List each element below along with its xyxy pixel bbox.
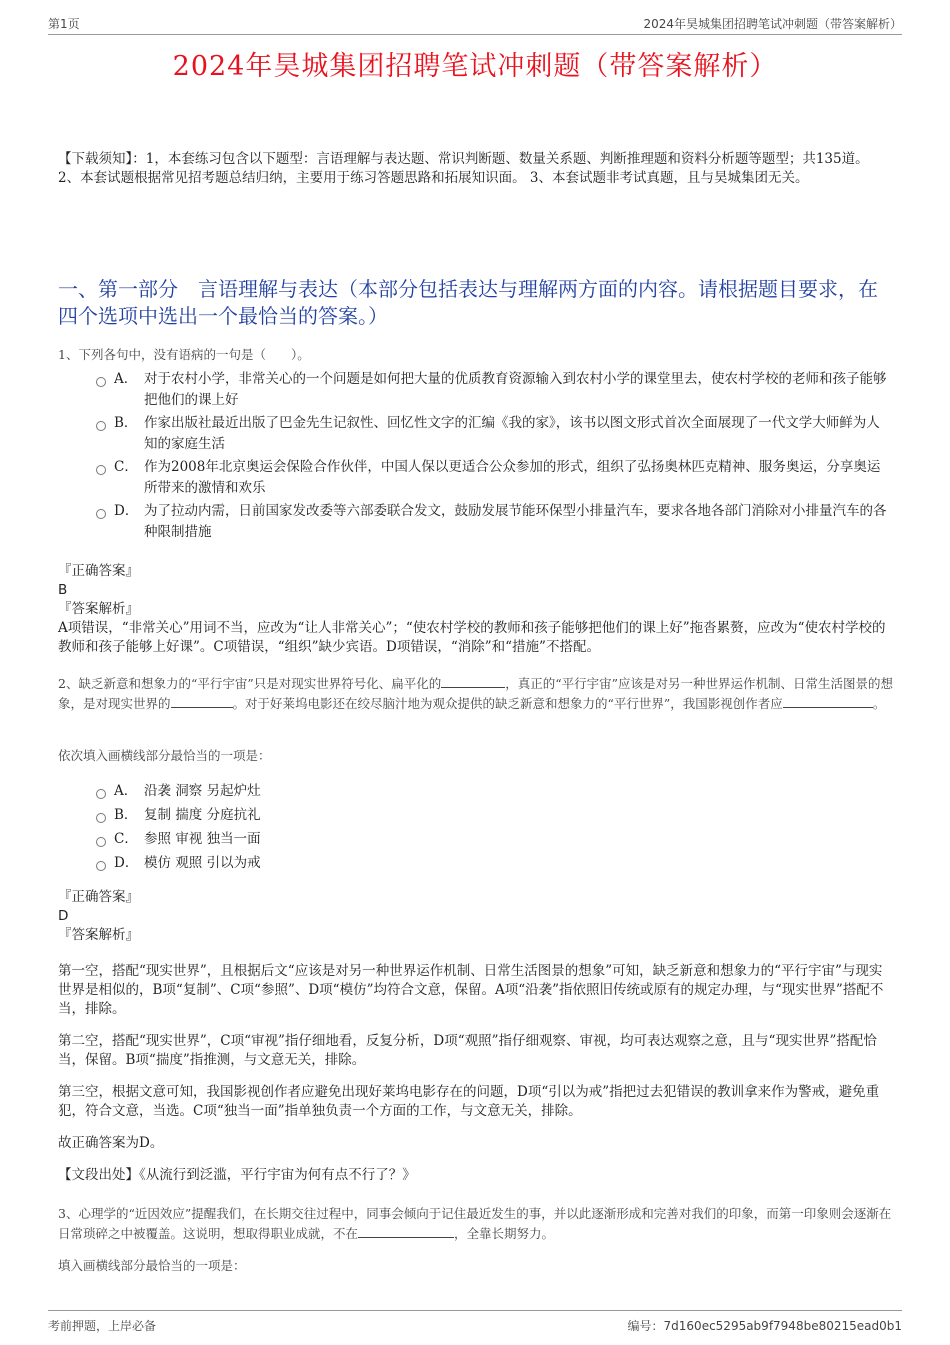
section-title: 一、第一部分 言语理解与表达（本部分包括表达与理解两方面的内容。请根据题目要求，在四个选项中选出一个最恰当的答案。） bbox=[58, 277, 878, 328]
radio-icon[interactable] bbox=[96, 813, 106, 823]
option-letter: B． bbox=[114, 807, 138, 823]
option-letter: C． bbox=[114, 831, 138, 847]
q2-answer-block bbox=[58, 888, 894, 945]
document-title: 2024年昊城集团招聘笔试冲刺题（带答案解析） bbox=[172, 51, 778, 82]
option-text: 为了拉动内需，日前国家发改委等六部委联合发文，鼓励发展节能环保型小排量汽车，要求各地各部门消除对小排量汽车的各种限制措施 bbox=[144, 503, 887, 540]
blank-line bbox=[171, 695, 233, 708]
q2-analysis bbox=[58, 962, 894, 1198]
blank-line bbox=[441, 675, 505, 688]
download-notice: 【下载须知】：1，本套练习包含以下题型：言语理解与表达题、常识判断题、数量关系题、判断推理题和资料分析题等题型；共135道。 2、本套试题根据常见招考题总结归纳，主要用于练习答题思路和拓展知识面。 3、本套试题非考试真题，且与昊城集团无关。 bbox=[58, 151, 869, 186]
option-text: 模仿 观照 引以为戒 bbox=[144, 855, 261, 871]
q3-prompt: 填入画横线部分最恰当的一项是： bbox=[58, 1258, 246, 1273]
option-text: 作家出版社最近出版了巴金先生记叙性、回忆性文字的汇编《我的家》，该书以图文形式首次全面展现了一代文学大师鲜为人知的家庭生活 bbox=[144, 415, 880, 452]
answer-label: 『正确答案』 bbox=[58, 563, 139, 579]
radio-icon[interactable] bbox=[96, 421, 106, 431]
q1-option-d[interactable] bbox=[96, 501, 890, 543]
q3-stem-text: 3、心理学的“近因效应”提醒我们，在长期交往过程中，同事会倾向于记住最近发生的事，并以此逐渐形成和完善对我们的印象，而第一印象则会逐渐在日常琐碎之中被覆盖。这说明，想取得职业成就，不在 bbox=[58, 1206, 892, 1241]
q2-option-b[interactable] bbox=[96, 805, 890, 826]
radio-icon[interactable] bbox=[96, 377, 106, 387]
page-header bbox=[48, 14, 902, 35]
q2-stem bbox=[58, 674, 894, 714]
analysis-paragraph: 第二空，搭配“现实世界”，C项“审视”指仔细地看，反复分析，D项“观照”指仔细观察、审视，均可表达观察之意，且与“现实世界”搭配恰当，保留。B项“揣度”指推测，与文意无关，排除。 bbox=[58, 1033, 877, 1068]
answer-label: 『正确答案』 bbox=[58, 889, 139, 905]
q2-stem-text: 。对于好莱坞电影还在绞尽脑汁地为观众提供的缺乏新意和想象力的“平行世界”，我国影视创作者应 bbox=[232, 696, 783, 711]
q1-stem: 1、下列各句中，没有语病的一句是（ ）。 bbox=[58, 347, 310, 362]
page-number: 第1页 bbox=[48, 17, 80, 31]
option-text: 作为2008年北京奥运会保险合作伙伴，中国人保以更适合公众参加的形式，组织了弘扬奥林匹克精神、服务奥运，分享奥运所带来的激情和欢乐 bbox=[144, 459, 881, 496]
q1-options bbox=[96, 369, 890, 543]
q1-answer-block bbox=[58, 562, 894, 657]
option-text: 对于农村小学，非常关心的一个问题是如何把大量的优质教育资源输入到农村小学的课堂里去，使农村学校的老师和孩子能够把他们的课上好 bbox=[144, 371, 887, 408]
option-letter: B． bbox=[114, 415, 138, 431]
q2-stem-text: ，真正的“平行宇宙”应该是对另一种世界运作机制、日常生活图景的想象，是对现实世界的 bbox=[58, 676, 894, 711]
radio-icon[interactable] bbox=[96, 509, 106, 519]
q3-stem-text: ，全靠长期努力。 bbox=[454, 1226, 555, 1241]
option-letter: A． bbox=[114, 371, 138, 387]
source-citation: 【文段出处】《从流行到泛滥，平行宇宙为何有点不行了？》 bbox=[58, 1167, 416, 1183]
header-doc-title: 2024年昊城集团招聘笔试冲刺题（带答案解析） bbox=[643, 17, 902, 31]
answer-value: D bbox=[58, 908, 69, 924]
option-letter: C． bbox=[114, 459, 138, 475]
option-letter: D． bbox=[114, 503, 139, 519]
footer-doc-id: 编号：7d160ec5295ab9f7948be80215ead0b1 bbox=[627, 1319, 902, 1333]
option-text: 复制 揣度 分庭抗礼 bbox=[144, 807, 261, 823]
q3-stem bbox=[58, 1204, 894, 1244]
q2-option-c[interactable] bbox=[96, 829, 890, 850]
answer-value: B bbox=[58, 582, 68, 598]
radio-icon[interactable] bbox=[96, 789, 106, 799]
footer-slogan: 考前押题，上岸必备 bbox=[48, 1319, 157, 1333]
page-footer bbox=[48, 1310, 902, 1334]
q2-stem-text: 2、缺乏新意和想象力的“平行宇宙”只是对现实世界符号化、扁平化的 bbox=[58, 676, 442, 691]
option-text: 参照 审视 独当一面 bbox=[144, 831, 261, 847]
analysis-label: 『答案解析』 bbox=[58, 927, 139, 943]
q2-option-a[interactable] bbox=[96, 781, 890, 802]
q2-option-d[interactable] bbox=[96, 853, 890, 874]
q1-option-b[interactable] bbox=[96, 413, 890, 455]
radio-icon[interactable] bbox=[96, 837, 106, 847]
option-text: 沿袭 洞察 另起炉灶 bbox=[144, 783, 261, 799]
q1-option-a[interactable] bbox=[96, 369, 890, 411]
q2-prompt: 依次填入画横线部分最恰当的一项是： bbox=[58, 748, 271, 763]
analysis-paragraph: 故正确答案为D。 bbox=[58, 1135, 164, 1151]
q2-options bbox=[96, 781, 890, 874]
q1-option-c[interactable] bbox=[96, 457, 890, 499]
radio-icon[interactable] bbox=[96, 861, 106, 871]
blank-line bbox=[783, 695, 873, 708]
q2-stem-text: 。 bbox=[872, 696, 886, 711]
analysis-paragraph: 第三空，根据文意可知，我国影视创作者应避免出现好莱坞电影存在的问题，D项“引以为戒”指把过去犯错误的教训拿来作为警戒，避免重犯，符合文意，当选。C项“独当一面”指单独负责一个方面的工作，与文意无关，排除。 bbox=[58, 1084, 880, 1119]
radio-icon[interactable] bbox=[96, 465, 106, 475]
analysis-paragraph: 第一空，搭配“现实世界”，且根据后文“应该是对另一种世界运作机制、日常生活图景的想象”可知，缺乏新意和想象力的“平行宇宙”与现实世界是相似的，B项“复制”、C项“参照”、D项“模仿”均符合文意，保留。A项“沿袭”指依照旧传统或原有的规定办理，与“现实世界”搭配不当，排除。 bbox=[58, 963, 884, 1017]
blank-line bbox=[358, 1225, 454, 1238]
option-letter: D． bbox=[114, 855, 139, 871]
option-letter: A． bbox=[114, 783, 138, 799]
analysis-label: 『答案解析』 bbox=[58, 601, 139, 617]
analysis-text: A项错误，“非常关心”用词不当，应改为“让人非常关心”；“使农村学校的教师和孩子能够把他们的课上好”拖沓累赘，应改为“使农村学校的教师和孩子能够上好课”。C项错误，“组织”缺少宾语。D项错误，“消除”和“措施”不搭配。 bbox=[58, 620, 886, 655]
